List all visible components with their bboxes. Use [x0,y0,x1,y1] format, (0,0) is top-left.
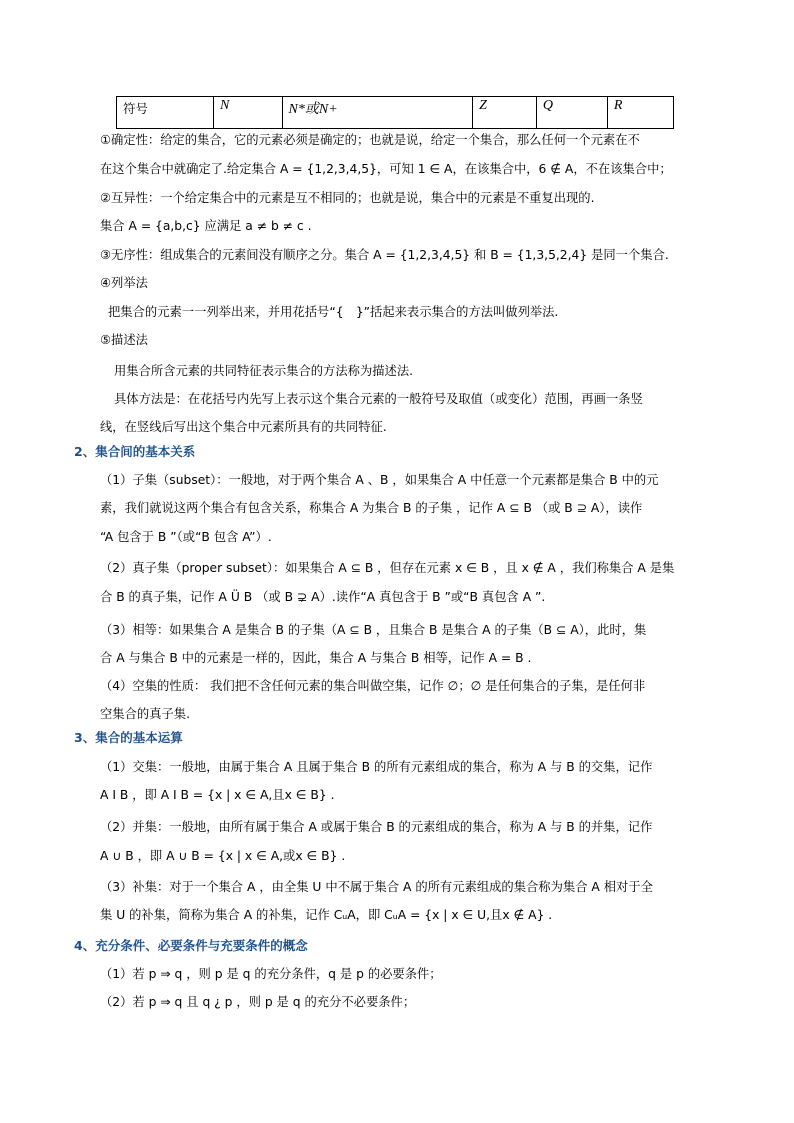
text-line: 把集合的元素一一列举出来，并用花括号“{ }”括起来表示集合的方法叫做列举法. [108,305,559,319]
text-line: 线，在竖线后写出这个集合中元素所具有的共同特征. [100,420,387,434]
text-line: “A 包含于 B ”（或“B 包含 A”）. [100,530,272,544]
text-line: （4）空集的性质： 我们把不含任何元素的集合叫做空集，记作 ∅；∅ 是任何集合的子集，是任何非 [100,679,646,693]
text-line: 集合 A = {a,b,c} 应满足 a ≠ b ≠ c . [100,219,312,233]
text-line: A ∪ B ，即 A ∪ B = {x | x ∈ A,或x ∈ B} . [100,849,346,863]
text-line: ②互异性：一个给定集合中的元素是互不相同的；也就是说，集合中的元素是不重复出现的. [100,191,595,205]
text-line: 素，我们就说这两个集合有包含关系，称集合 A 为集合 B 的子集 ，记作 A ⊆ B （或 B ⊇ A），读作 [100,501,643,515]
section-heading: 4、充分条件、必要条件与充要条件的概念 [74,938,308,953]
text-line: 合 B 的真子集，记作 A Ü B （或 B ⊋ A）.读作“A 真包含于 B ”或“B 真包含 A ”. [100,590,546,604]
text-line: （2）并集：一般地，由所有属于集合 A 或属于集合 B 的元素组成的集合，称为 A 与 B 的并集，记作 [100,820,653,834]
section-heading: 2、集合间的基本关系 [74,444,196,459]
text-line: ①确定性：给定的集合，它的元素必须是确定的；也就是说，给定一个集合，那么任何一个元素在不 [100,133,640,147]
text-line: ⑤描述法 [100,333,148,347]
text-line: 集 U 的补集，简称为集合 A 的补集，记作 CᵤA，即 CᵤA = {x | x ∈ U,且x ∉ A} . [100,908,553,922]
text-line: 用集合所含元素的共同特征表示集合的方法称为描述法. [114,364,414,378]
table-cell: N [214,97,283,129]
text-line: （1）子集（subset）：一般地，对于两个集合 A 、B ，如果集合 A 中任意一个元素都是集合 B 中的元 [100,473,659,487]
text-line: ③无序性：组成集合的元素间没有顺序之分。集合 A = {1,2,3,4,5} 和 B = {1,3,5,2,4} 是同一个集合. [100,248,669,262]
text-line: 在这个集合中就确定了.给定集合 A = {1,2,3,4,5}，可知 1 ∈ A，在该集合中，6 ∉ A，不在该集合中； [100,162,672,176]
text-line: 空集合的真子集. [100,707,190,721]
text-line: （3）相等：如果集合 A 是集合 B 的子集（A ⊆ B ，且集合 B 是集合 A 的子集（B ⊆ A），此时，集 [100,623,647,637]
table-cell: Q [536,97,607,129]
number-set-symbol-table [116,96,674,129]
text-line: （3）补集：对于一个集合 A ，由全集 U 中不属于集合 A 的所有元素组成的集合称为集合 A 相对于全 [100,880,653,894]
text-line: 具体方法是：在花括号内先写上表示这个集合元素的一般符号及取值（或变化）范围，再画一条竖 [114,392,643,406]
text-line: 合 A 与集合 B 中的元素是一样的，因此，集合 A 与集合 B 相等，记作 A = B . [100,651,532,665]
table-cell: Z [473,97,537,129]
table-cell: N*或N+ [282,97,473,129]
table-cell: R [607,97,673,129]
text-line: （2）真子集（proper subset）：如果集合 A ⊆ B ，但存在元素 x ∈ B ，且 x ∉ A ，我们称集合 A 是集 [100,561,675,575]
text-line: （1）若 p ⇒ q ，则 p 是 q 的充分条件，q 是 p 的必要条件； [100,967,442,981]
text-line: （1）交集：一般地，由属于集合 A 且属于集合 B 的所有元素组成的集合，称为 A 与 B 的交集，记作 [100,760,653,774]
text-line: A I B ，即 A I B = {x | x ∈ A,且x ∈ B} . [100,788,335,802]
table-row [117,97,674,129]
table-cell: 符号 [117,97,214,129]
text-line: ④列举法 [100,276,148,290]
text-line: （2）若 p ⇒ q 且 q ¿ p ，则 p 是 q 的充分不必要条件； [100,995,416,1009]
section-heading: 3、集合的基本运算 [74,730,183,745]
